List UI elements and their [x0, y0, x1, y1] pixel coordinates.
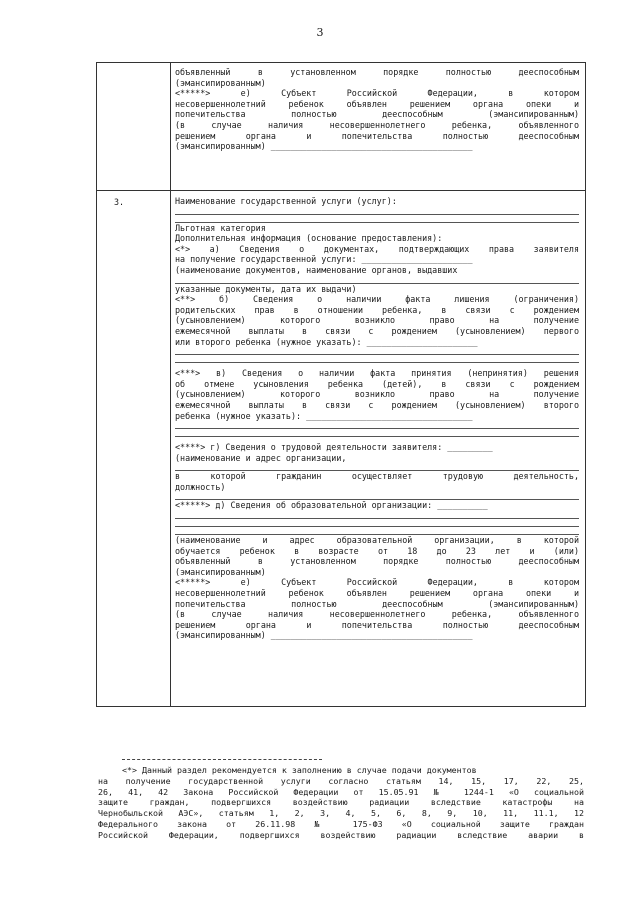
text-line: (эмансипированным) ________________________________________ [175, 141, 473, 152]
text-line: родительских прав в отношении ребенка, в связи с рождением [175, 304, 579, 315]
text-line: <****> г) Сведения о трудовой деятельности заявителя: _________ [175, 442, 493, 453]
text-line: (эмансипированным) ________________________________________ [175, 630, 473, 641]
fill-line [175, 355, 579, 363]
fill-line [175, 276, 579, 284]
text-line: (в случае наличия несовершеннолетнего ребенка, объявленного [175, 119, 579, 130]
text-line: попечительства полностью дееспособным (эмансипированным) [175, 109, 579, 120]
row-divider [97, 190, 585, 191]
text-line: ежемесячной выплаты в связи с рождением (усыновлением) второго [175, 399, 579, 410]
fill-line [175, 215, 579, 223]
text-line: <***> в) Сведения о наличии факта принятия (непринятия) решения [175, 368, 579, 379]
text-line: <*****> е) Субъект Российской Федерации, в котором [175, 88, 579, 99]
text-line: (эмансипированным) [175, 77, 266, 88]
text-line: (наименование документов, наименование органов, выдавших [175, 264, 458, 275]
footnote-line: Российской Федерации, подвергшихся воздействию радиации вследствие аварии в [98, 829, 584, 840]
fill-line [175, 207, 579, 215]
text-line: указанные документы, дата их выдачи) [175, 283, 357, 294]
row3-cell [175, 196, 579, 641]
benefit-category-label: Льготная категория [175, 222, 266, 233]
form-table [96, 62, 586, 707]
text-line: объявленный в установленном порядке полностью дееспособным [175, 556, 579, 567]
row-number: 3. [114, 197, 125, 207]
text-line: (усыновлением) которого возникло право на получение [175, 389, 579, 400]
fill-line [175, 492, 579, 500]
footnote-line: 26, 41, 42 Закона Российской Федерации от 15.05.91 № 1244-1 «О социальной [98, 786, 584, 797]
footnote-separator [122, 759, 322, 760]
fill-line [175, 421, 579, 429]
fill-line [175, 347, 579, 355]
fill-line [175, 429, 579, 437]
text-line: (эмансипированным) [175, 566, 266, 577]
additional-info-label: Дополнительная информация (основание предоставления): [175, 233, 443, 244]
previous-row-cell [175, 67, 579, 152]
text-line: несовершеннолетний ребенок объявлен решением органа опеки и [175, 588, 579, 599]
text-line: <**> б) Сведения о наличии факта лишения (ограничения) [175, 294, 579, 305]
text-line: <*****> д) Сведения об образовательной организации: __________ [175, 500, 488, 511]
text-line: несовершеннолетний ребенок объявлен решением органа опеки и [175, 98, 579, 109]
footnote-line: на получение государственной услуги согласно статьям 14, 15, 17, 22, 25, [98, 775, 584, 786]
text-line: об отмене усыновления ребенка (детей), в связи с рождением [175, 378, 579, 389]
footnote-line: <*> Данный раздел рекомендуется к заполнению в случае подачи документов [122, 765, 477, 775]
fill-line [175, 527, 579, 535]
text-line: обучается ребенок в возрасте от 18 до 23 лет и (или) [175, 545, 579, 556]
text-line: <*> а) Сведения о документах, подтверждающих права заявителя [175, 243, 579, 254]
service-name-label: Наименование государственной услуги (услуг): [175, 196, 397, 206]
footnote-line: защите граждан, подвергшихся воздействию радиации вследствие катастрофы на [98, 797, 584, 808]
text-line: решением органа и попечительства полностью дееспособным [175, 130, 579, 141]
footnote-line: Чернобыльской АЭС», статьям 1, 2, 3, 4, 5, 6, 8, 9, 10, 11, 11.1, 12 [98, 808, 584, 819]
text-line: должность) [175, 481, 226, 492]
text-line: (наименование и адрес образовательной организации, в которой [175, 535, 579, 546]
text-line: <*****> е) Субъект Российской Федерации, в котором [175, 577, 579, 588]
text-line: объявленный в установленном порядке полностью дееспособным [175, 67, 579, 77]
text-line: (наименование и адрес организации, [175, 452, 347, 463]
fill-line [175, 519, 579, 527]
text-line: в которой гражданин осуществляет трудовую деятельность, [175, 471, 579, 482]
footnote-line: Федерального закона от 26.11.98 № 175-ФЗ «О социальной защите граждан [98, 818, 584, 829]
text-line: попечительства полностью дееспособным (эмансипированным) [175, 598, 579, 609]
footnote [98, 765, 584, 841]
fill-line [175, 511, 579, 519]
text-line: (в случае наличия несовершеннолетнего ребенка, объявленного [175, 609, 579, 620]
text-line: ребенка (нужное указать): _________________________________ [175, 410, 473, 421]
text-line: решением органа и попечительства полностью дееспособным [175, 619, 579, 630]
text-line: ежемесячной выплаты в связи с рождением (усыновлением) первого [175, 325, 579, 336]
text-line: на получение государственной услуги: ______________________ [175, 254, 473, 265]
text-line: (усыновлением) которого возникло право на получение [175, 315, 579, 326]
text-line: или второго ребенка (нужное указать): ______________________ [175, 336, 478, 347]
column-divider [170, 63, 171, 706]
fill-line [175, 463, 579, 471]
page-number: 3 [316, 26, 324, 39]
